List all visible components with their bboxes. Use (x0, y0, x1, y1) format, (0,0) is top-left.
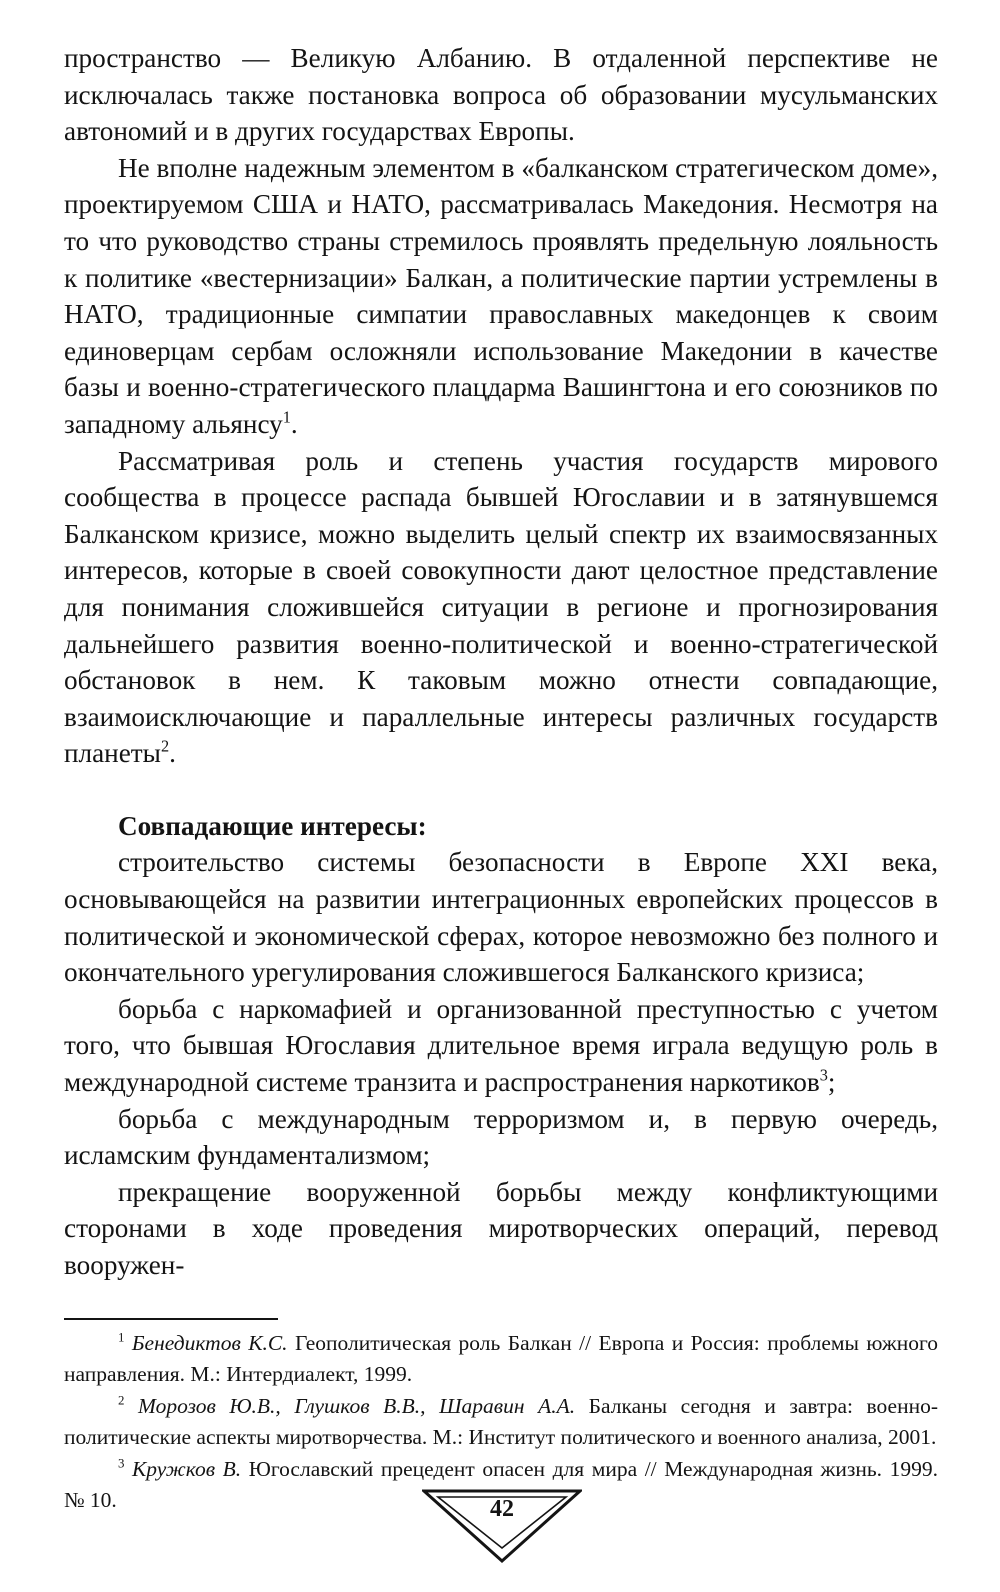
footnote-2: $^2$ Морозов Ю.В., Глушков В.В., Шаравин А.А. Балканы сегодня и завтра: военно-политические аспекты миротворчества. М.: Институт политического и военного анализа, 2001. (64, 1393, 938, 1450)
page-number-ornament (422, 1488, 582, 1564)
paragraph-2: Не вполне надежным элементом в «балканском стратегическом доме», проектируемом США и НАТО, рассматривалась Македония. Несмотря на то что руководство страны стремилось проявлять предельную лояльность к политике «вестернизации» Балкан, а политические партии устремлены в НАТО, традиционные симпатии православных македонцев к своим единоверцам сербам осложняли использование Македонии в качестве базы и военно-стратегического плацдарма Вашингтона и его союзников по западному альянсу$^1$. (64, 152, 938, 439)
paragraph-3: Рассматривая роль и степень участия государств мирового сообщества в процессе распада бывшей Югославии и в затянувшемся Балканском кризисе, можно выделить целый спектр их взаимосвязанных интересов, которые в своей совокупности дают целостное представление для понимания сложившейся ситуации в регионе и прогнозирования дальнейшего развития военно-политической и военно-стратегической обстановок в нем. К таковым можно отнести совпадающие, взаимоисключающие и параллельные интересы различных государств планеты$^2$. (64, 445, 938, 769)
footnote-author: Кружков В. (132, 1456, 242, 1481)
footnote-author: Морозов Ю.В., Глушков В.В., Шаравин А.А. (138, 1393, 576, 1418)
section-gap (64, 772, 938, 808)
list-item: строительство системы безопасности в Европе XXI века, основывающейся на развитии интеграционных европейских процессов в политической и экономической сферах, которое невозможно без полного и окончательного урегулирования сложившегося Балканского кризиса; (64, 847, 938, 988)
list-item: борьба с международным терроризмом и, в первую очередь, исламским фундаментализмом; (64, 1103, 938, 1171)
footnote-ref-2[interactable]: 2 (160, 736, 170, 756)
section-heading: Совпадающие интересы: (118, 810, 427, 841)
footnote-ref-3[interactable]: 3 (819, 1065, 828, 1085)
paragraph-1: пространство — Великую Албанию. В отдаленной перспективе не исключалась также постановка вопроса об образовании мусульманских автономий и в других государствах Европы. (64, 43, 938, 147)
list-item: прекращение вооруженной борьбы между конфликтующими сторонами в ходе проведения миротворческих операций, перевод вооружен- (64, 1176, 938, 1280)
footnote-author: Бенедиктов К.С. (131, 1330, 288, 1355)
footnote-divider (64, 1318, 278, 1320)
list-item: борьба с наркомафией и организованной преступностью с учетом того, что бывшая Югославия длительное время играла ведущую роль в международной системе транзита и распространения наркотиков$^3$; (64, 993, 938, 1098)
main-text (64, 40, 938, 1284)
footnote-1: $^1$ Бенедиктов К.С. Геополитическая роль Балкан // Европа и Россия: проблемы южного направления. М.: Интердиалект, 1999. (64, 1330, 938, 1387)
footnote-ref-1[interactable]: 1 (282, 407, 291, 427)
page-number: 42 (490, 1496, 514, 1522)
footnote-3: $^3$ Кружков В. Югославский прецедент опасен для мира // Международная жизнь. 1999. № 10. (64, 1456, 938, 1513)
